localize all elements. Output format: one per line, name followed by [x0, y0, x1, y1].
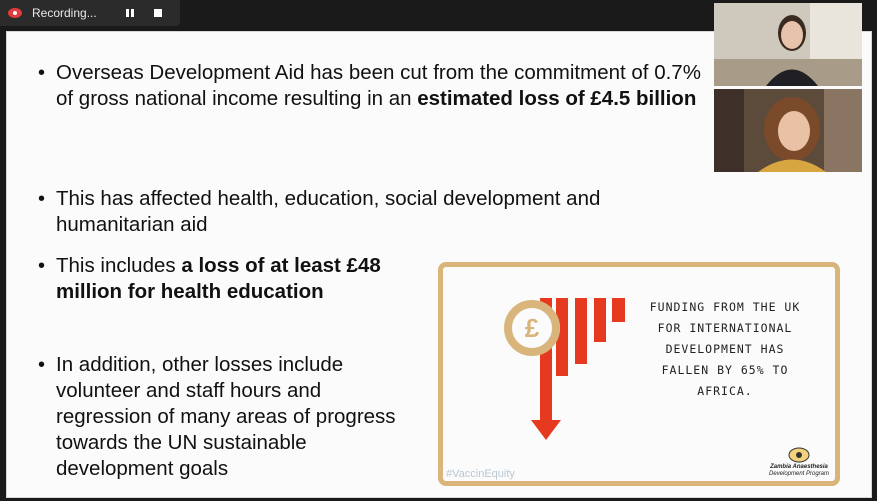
bullet-text: Overseas Development Aid has been cut from the commitment of 0.7% of gross national income resulting in an estimated loss of £4.5 billion — [56, 61, 701, 110]
recording-bar — [0, 0, 180, 26]
pause-button[interactable] — [120, 3, 140, 23]
bullet-3 — [38, 253, 423, 305]
participant-avatar-icon — [714, 89, 862, 172]
organization-logo-text: Zambia Anaesthesia Development Program — [768, 464, 830, 477]
zadp-logo-icon — [786, 446, 812, 464]
funding-decline-graphic — [495, 290, 635, 445]
stop-icon — [154, 9, 162, 17]
bullet-2 — [38, 186, 703, 238]
bullet-dot: • — [38, 188, 46, 210]
bullet-dot: • — [38, 62, 46, 84]
bullet-1 — [38, 60, 703, 112]
bullet-text: In addition, other losses include volunteer and staff hours and regression of many areas of progress towards the UN sustainable development goals — [56, 353, 396, 480]
pause-icon — [126, 9, 134, 17]
bullet-text: This includes a loss of at least £48 million for health education — [56, 254, 381, 303]
infographic-caption: FUNDING FROM THE UK FOR INTERNATIONAL DEVELOPMENT HAS FALLEN BY 65% TO AFRICA. — [649, 300, 801, 398]
record-indicator-icon — [8, 8, 22, 18]
participant-video-2[interactable] — [714, 89, 862, 172]
participant-avatar-icon — [714, 3, 862, 86]
bullet-dot: • — [38, 354, 46, 376]
pound-coin-icon — [504, 300, 560, 356]
hashtag-label: #VaccinEquity — [446, 468, 515, 480]
bullet-text: This has affected health, education, social development and humanitarian aid — [56, 187, 601, 236]
svg-text:£: £ — [524, 313, 540, 343]
participant-video-1[interactable] — [714, 3, 862, 86]
bullet-4 — [38, 352, 398, 482]
stop-button[interactable] — [148, 3, 168, 23]
bullet-dot: • — [38, 255, 46, 277]
recording-status: Recording... — [32, 6, 97, 20]
